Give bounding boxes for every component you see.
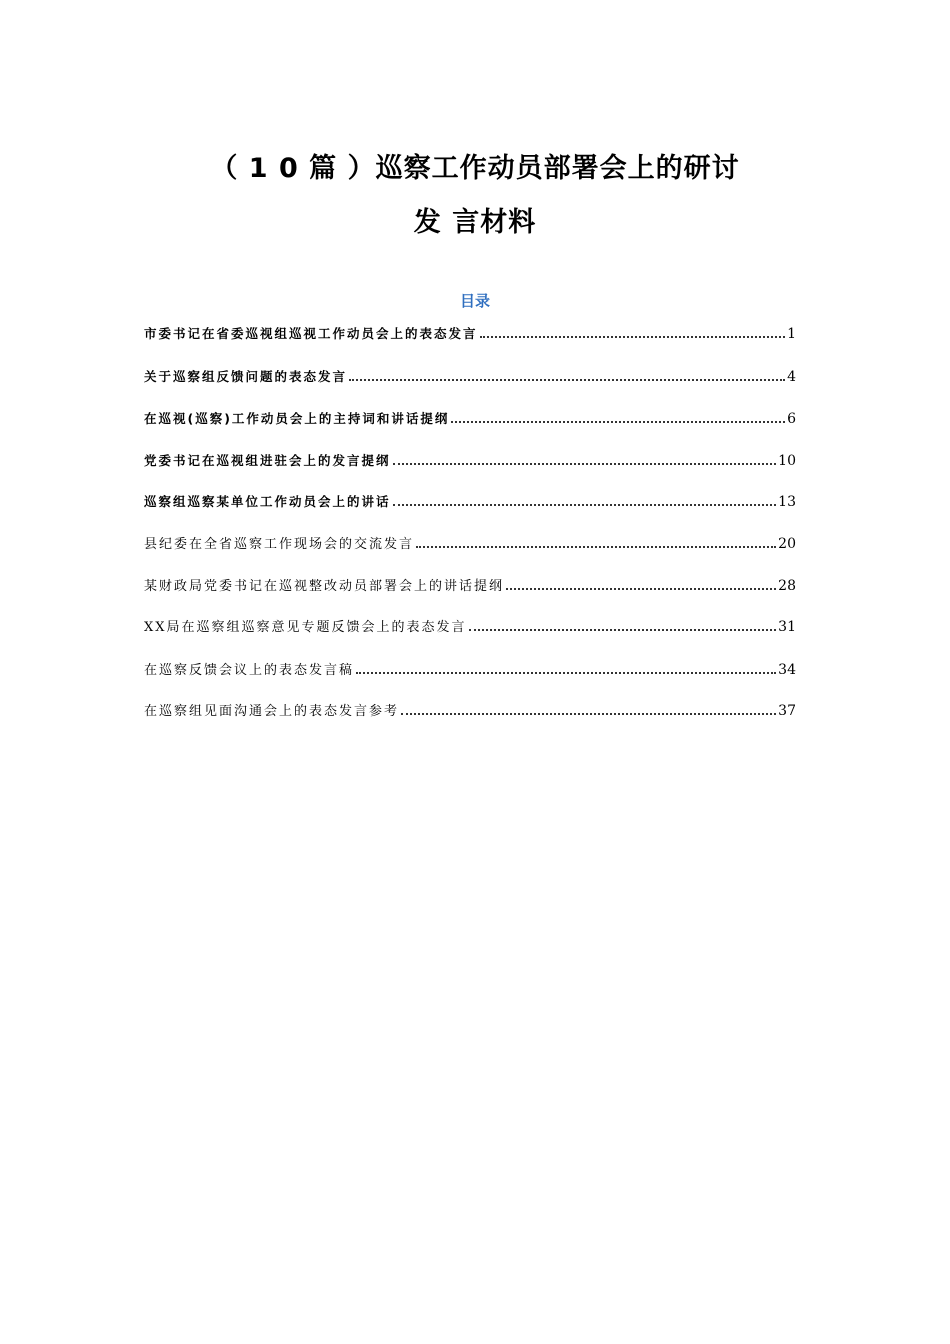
- toc-entry-title: 在巡察组见面沟通会上的表态发言参考: [144, 704, 400, 719]
- toc-entry-page: 20: [778, 536, 796, 552]
- toc-leader-dots: [416, 546, 776, 548]
- toc-heading: 目录: [459, 292, 490, 310]
- toc-entry[interactable]: [144, 445, 796, 469]
- toc-entry[interactable]: [144, 611, 796, 635]
- toc-entry[interactable]: [144, 654, 796, 678]
- toc-entry-page: 28: [778, 578, 796, 594]
- toc-entry-title: 县纪委在全省巡察工作现场会的交流发言: [144, 537, 415, 552]
- toc-entry[interactable]: [144, 361, 796, 385]
- toc-entry-page: 37: [778, 703, 796, 719]
- toc-entry[interactable]: [144, 318, 796, 342]
- toc-entry[interactable]: [144, 528, 796, 552]
- toc-entry-page: 1: [787, 326, 796, 342]
- toc-leader-dots: [393, 463, 777, 465]
- toc-entry-page: 4: [787, 369, 796, 385]
- toc-entry-page: 13: [778, 494, 796, 510]
- toc-entry[interactable]: [144, 486, 796, 510]
- toc-entry-title: 在巡视(巡察)工作动员会上的主持词和讲话提纲: [144, 411, 450, 426]
- toc-leader-dots: [393, 504, 777, 506]
- document-title-line-1: （ 1 0 篇 ）巡察工作动员部署会上的研讨: [210, 153, 740, 184]
- toc-leader-dots: [356, 672, 776, 674]
- toc-entry-page: 10: [778, 453, 796, 469]
- toc-entry-page: 31: [778, 619, 796, 635]
- toc-entry-title: 市委书记在省委巡视组巡视工作动员会上的表态发言: [144, 326, 478, 341]
- toc-leader-dots: [469, 629, 777, 631]
- toc-entry-page: 6: [787, 411, 796, 427]
- toc-entry-title: 党委书记在巡视组进驻会上的发言提纲: [144, 453, 391, 468]
- toc-entry-page: 34: [778, 662, 796, 678]
- toc-leader-dots: [480, 336, 786, 338]
- toc-entry-title: 关于巡察组反馈问题的表态发言: [144, 369, 348, 384]
- toc-leader-dots: [451, 421, 785, 423]
- document-title-line-2: 发 言材料: [413, 207, 537, 238]
- toc-entry[interactable]: [144, 695, 796, 719]
- toc-entry-title: XX局在巡察组巡察意见专题反馈会上的表态发言: [144, 620, 467, 635]
- toc-entry[interactable]: [144, 403, 796, 427]
- toc-entry-title: 巡察组巡察某单位工作动员会上的讲话: [144, 494, 391, 509]
- toc-leader-dots: [401, 713, 776, 715]
- toc-leader-dots: [506, 588, 776, 590]
- toc-entry[interactable]: [144, 570, 796, 594]
- toc-leader-dots: [349, 379, 785, 381]
- toc-entry-title: 在巡察反馈会议上的表态发言稿: [144, 663, 355, 678]
- toc-entry-title: 某财政局党委书记在巡视整改动员部署会上的讲话提纲: [144, 579, 505, 594]
